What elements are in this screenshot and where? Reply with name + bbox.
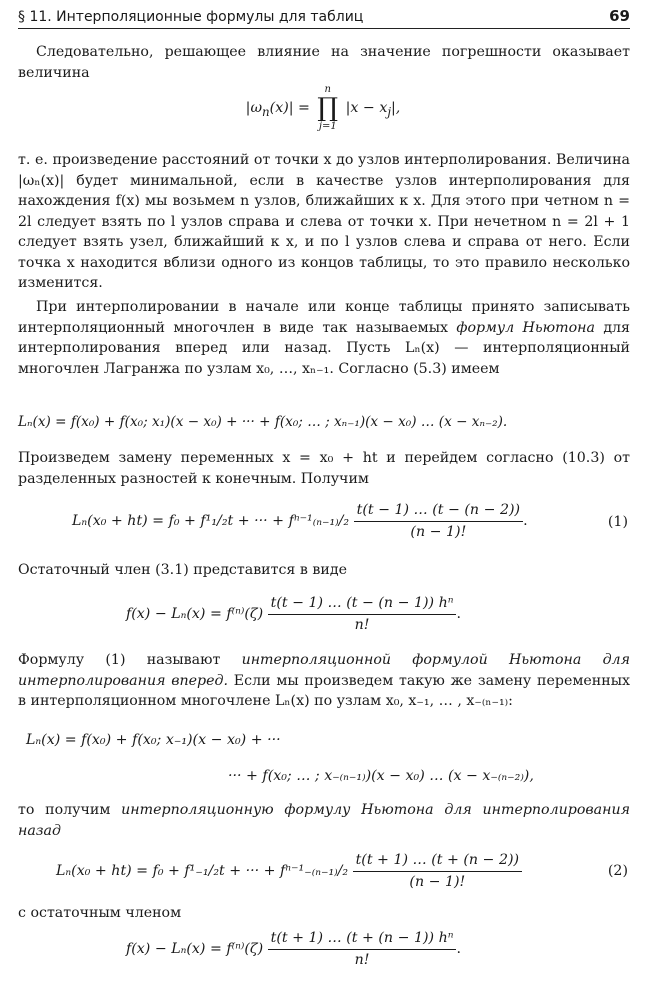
running-header [18, 6, 630, 29]
rem2-lhs: f(x) − Lₙ(x) = f⁽ⁿ⁾(ζ) [126, 941, 264, 957]
product-upper-limit: n [324, 84, 331, 95]
omega-lhs-sub: n [262, 104, 270, 119]
eq2-fraction [353, 850, 522, 892]
equation-lagrange: Lₙ(x) = f(x₀) + f(x₀; x₁)(x − x₀) + ··· + f(x₀; … ; xₙ₋₁)(x − x₀) … (x − xₙ₋₂). [18, 414, 508, 430]
rem1-numerator: t(t − 1) … (t − (n − 1)) hⁿ [268, 593, 457, 615]
omega-rhs: |x − x [345, 100, 388, 116]
paragraph-1: Следовательно, решающее влияние на значение погрешности оказывает величина [18, 44, 630, 81]
equation-2 [56, 850, 522, 892]
eq1-tail: . [523, 513, 528, 529]
product-lower-limit: j=1 [318, 121, 337, 132]
paragraph-3-end: для интерполирования вперед или назад. Пусть Lₙ(x) — интерполяционный многочлен Лагранжа по узлам x₀, …, xₙ₋₁. Согласно (5.3) имеем [18, 319, 631, 377]
rem2-fraction [268, 928, 457, 970]
equation-remainder-2 [126, 928, 461, 970]
paragraph-7-start: то получим [18, 802, 111, 818]
eq2-numerator: t(t + 1) … (t + (n − 2)) [353, 850, 522, 872]
equation-backward-line-2: ··· + f(x₀; … ; x₋₍ₙ₋₁₎)(x − x₀) … (x − x₋₍ₙ₋₂₎), [228, 768, 534, 784]
paragraph-2: т. е. произведение расстояний от точки x до узлов интерполирования. Величина |ωₙ(x)| будет минимальной, если в качестве узлов интерполирования для нахождения f(x) мы возьмем n узлов, ближайших к x. Для этого при четном n = 2l следует взять по l узлов справа и слева от точки x. При нечетном n = 2l + 1 следует взять узел, ближайший к x, и по l узлов слева и справа от него. Если точка x находится вблизи одного из концов таблицы, то это правило несколько изменится. [18, 152, 630, 291]
equation-remainder-1 [126, 593, 461, 635]
paragraph-7 [18, 800, 630, 841]
omega-rhs-tail: |, [391, 100, 401, 116]
equation-omega [0, 84, 646, 132]
rem2-numerator: t(t + 1) … (t + (n − 1)) hⁿ [268, 928, 457, 950]
eq1-lhs: Lₙ(x₀ + ht) = f₀ + f¹₁/₂t + ··· + fⁿ⁻¹₍ₙ₋₁₎/₂ [72, 513, 350, 529]
eq2-lhs: Lₙ(x₀ + ht) = f₀ + f¹₋₁/₂t + ··· + fⁿ⁻¹₋₍ₙ₋₁₎/₂ [56, 863, 349, 879]
equation-1-number: (1) [607, 514, 628, 530]
equation-backward-line-1: Lₙ(x) = f(x₀) + f(x₀; x₋₁)(x − x₀) + ··· [26, 732, 281, 748]
paragraph-3-start: При интерполировании в начале или конце таблицы принято записывать интерполяционный многочлен в виде так называемых [18, 299, 630, 336]
eq1-numerator: t(t − 1) … (t − (n − 2)) [354, 500, 523, 522]
equation-1 [72, 500, 528, 542]
equation-2-number: (2) [607, 863, 628, 879]
rem2-tail: . [456, 941, 461, 957]
rem1-fraction [268, 593, 457, 635]
rem1-lhs: f(x) − Lₙ(x) = f⁽ⁿ⁾(ζ) [126, 606, 264, 622]
paragraph-8: с остаточным членом [18, 905, 182, 921]
paragraph-6-end: Если мы произведем такую же замену переменных в интерполяционном многочлене Lₙ(x) по узлам x₀, x₋₁, … , x₋₍ₙ₋₁₎: [18, 672, 630, 709]
omega-lhs-tail: (x)| = [269, 100, 310, 116]
paragraph-6 [18, 650, 630, 712]
newton-formulas-term: формул Ньютона [456, 319, 595, 336]
rem1-denominator: n! [354, 616, 370, 633]
omega-rhs-sub: j [387, 104, 392, 119]
paragraph-6-start: Формулу (1) называют [18, 652, 221, 668]
forward-formula-term: интерполяционной формулой Ньютона для интерполирования вперед. [18, 652, 630, 689]
eq1-fraction [354, 500, 523, 542]
section-title: § 11. Интерполяционные формулы для таблиц [18, 9, 364, 25]
rem2-denominator: n! [354, 951, 370, 968]
eq1-denominator: (n − 1)! [410, 523, 467, 540]
paragraph-3 [18, 297, 630, 379]
product-operator [317, 84, 338, 132]
page-number: 69 [609, 7, 630, 25]
paragraph-4: Произведем замену переменных x = x₀ + ht и перейдем согласно (10.3) от разделенных разностей к конечным. Получим [18, 450, 630, 487]
product-sign: ∏ [317, 93, 339, 123]
eq2-denominator: (n − 1)! [409, 873, 466, 890]
omega-lhs: |ω [245, 100, 263, 116]
paragraph-5: Остаточный член (3.1) представится в виде [18, 562, 347, 578]
rem1-tail: . [456, 606, 461, 622]
backward-formula-term: интерполяционную формулу Ньютона для интерполирования назад [18, 802, 630, 839]
